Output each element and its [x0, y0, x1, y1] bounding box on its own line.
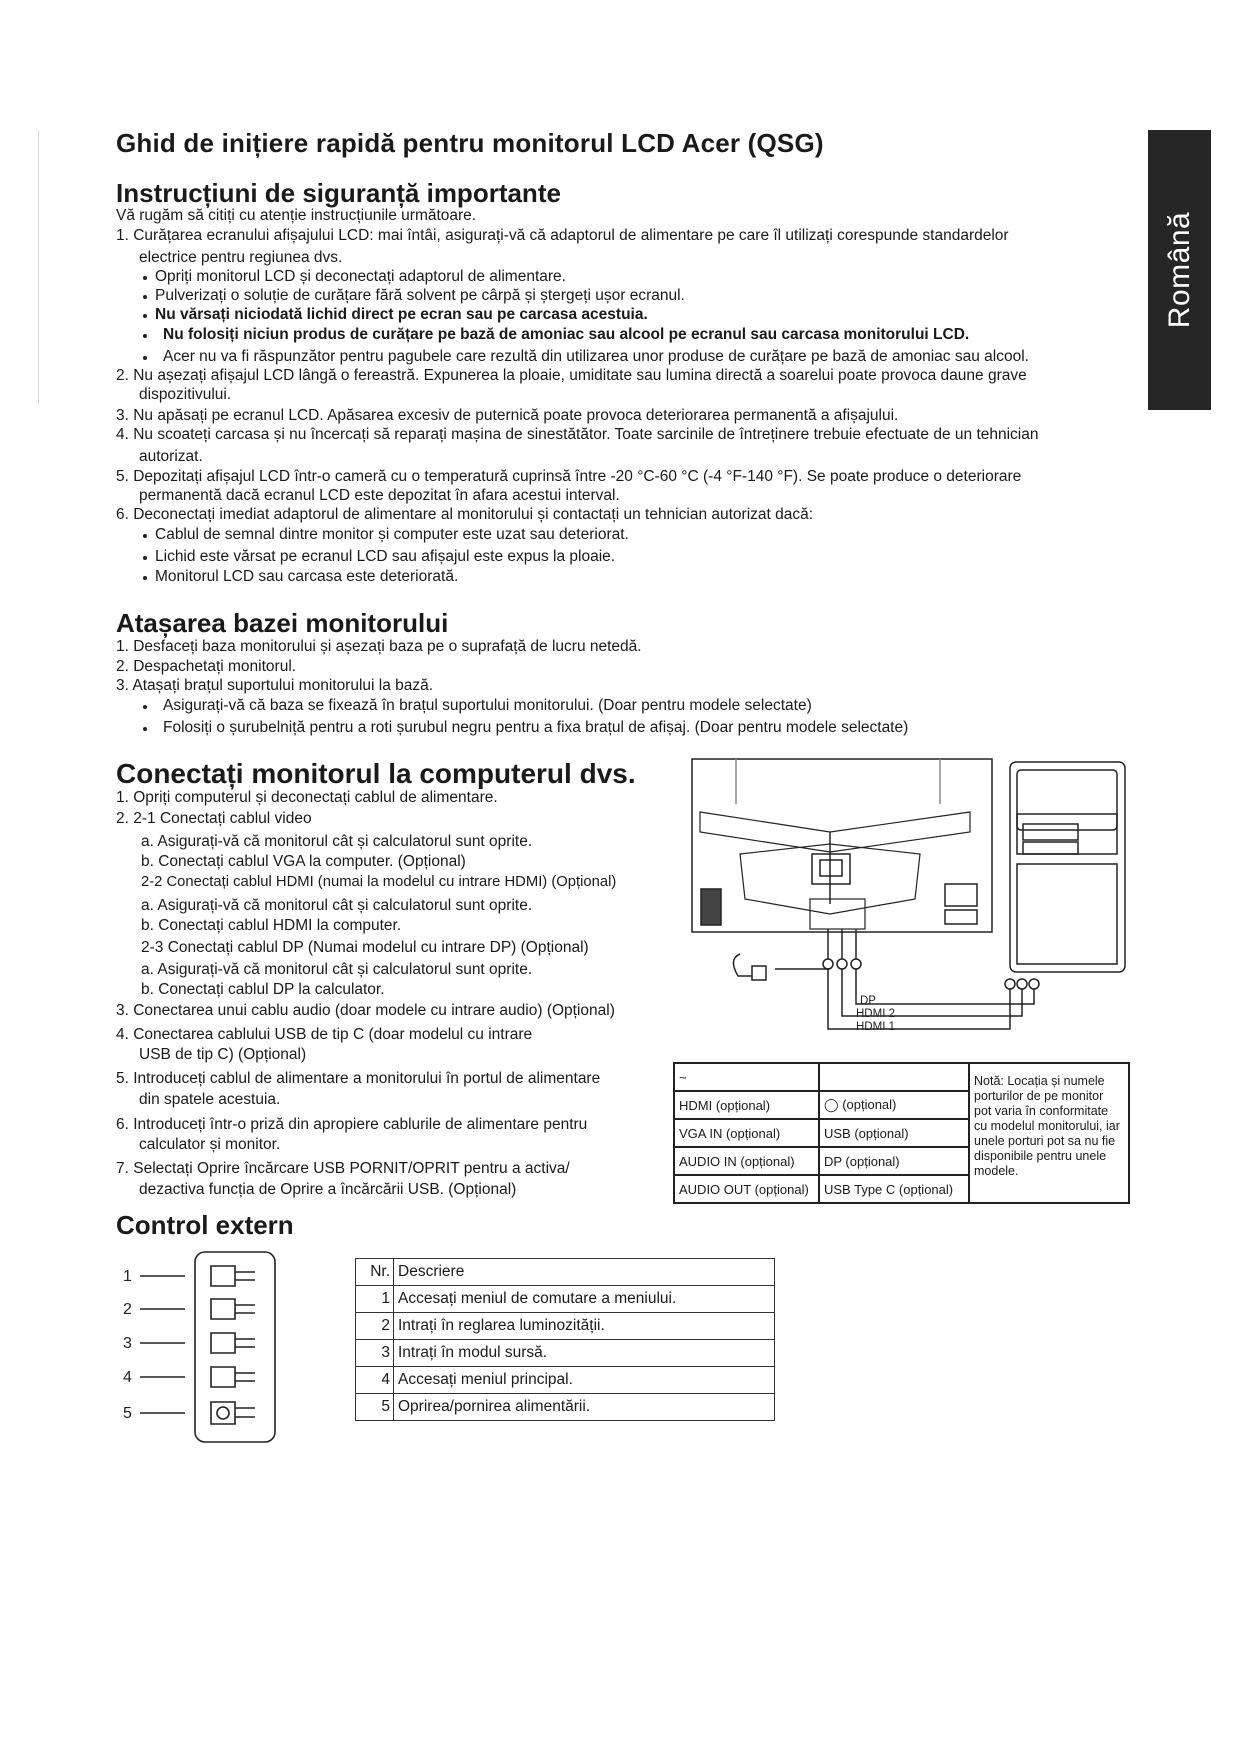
bullet [143, 705, 147, 709]
port-cell: USB (opțional) [819, 1119, 969, 1147]
connect-item-5: 5. Introduceți cablul de alimentare a monitorului în portul de alimentare [116, 1070, 601, 1087]
bullet [143, 534, 147, 538]
table-cell-nr: 5 [356, 1394, 394, 1421]
connect-sub: b. Conectați cablul HDMI la computer. [141, 917, 402, 934]
connection-diagram [680, 754, 1140, 1054]
table-cell-descriere: Accesați meniul de comutare a meniului. [394, 1286, 775, 1313]
safety-bullet-bold: Nu vărsați niciodată lichid direct pe ecran sau pe carcasa acestuia. [155, 306, 648, 323]
base-bullet: Folosiți o șurubelniță pentru a roti șurubul negru pentru a fixa brațul de afișaj. (Doar pentru modele selectate) [163, 719, 909, 736]
safety-item-1-cont: electrice pentru regiunea dvs. [139, 249, 343, 266]
safety-item-4-cont: autorizat. [139, 448, 203, 465]
table-cell-descriere: Intrați în modul sursă. [394, 1340, 775, 1367]
connect-item-4-cont: USB de tip C) (Opțional) [139, 1046, 307, 1063]
connect-item-4: 4. Conectarea cablului USB de tip C (doar modelul cu intrare [116, 1026, 533, 1043]
connect-sub-heading: 2-3 Conectați cablul DP (Numai modelul cu intrare DP) (Opțional) [141, 939, 589, 956]
port-cell: ~ [674, 1063, 819, 1091]
safety-heading: Instrucțiuni de siguranță importante [116, 178, 561, 208]
connect-item-1: 1. Opriți computerul și deconectați cablul de alimentare. [116, 789, 498, 806]
connect-sub: a. Asigurați-vă că monitorul cât și calculatorul sunt oprite. [141, 961, 533, 978]
bullet [143, 295, 147, 299]
safety-bullet: Cablul de semnal dintre monitor și computer este uzat sau deteriorat. [155, 526, 629, 543]
diagram-label-hdmi2: HDMI 2 [856, 1008, 895, 1020]
connect-item-7-cont: dezactiva funcția de Oprire a încărcării USB. (Opțional) [139, 1181, 517, 1198]
connect-item-3: 3. Conectarea unui cablu audio (doar modele cu intrare audio) (Opțional) [116, 1002, 615, 1019]
ports-note: Notă: Locația și numele porturilor de pe monitor pot varia în conformitate cu modelul monitorului, iar unele porturi pot sa nu fie disponibile pentru unele modele. [969, 1063, 1129, 1203]
connect-item-6: 6. Introduceți într-o priză din apropiere cablurile de alimentare pentru [116, 1116, 588, 1133]
column-header-descriere: Descriere [394, 1259, 775, 1286]
table-cell-descriere: Accesați meniul principal. [394, 1367, 775, 1394]
table-cell-nr: 1 [356, 1286, 394, 1313]
table-cell-nr: 2 [356, 1313, 394, 1340]
table-cell-nr: 4 [356, 1367, 394, 1394]
safety-item-5: 5. Depozitați afișajul LCD într-o cameră cu o temperatură cuprinsă între -20 °C-60 °C (-4 °F-140 °F). Se poate produce o deteriorare [116, 468, 1022, 485]
connect-item-7: 7. Selectați Oprire încărcare USB PORNIT/OPRIT pentru a activa/ [116, 1160, 570, 1177]
safety-bullet-bold: Nu folosiți niciun produs de curățare pe bază de amoniac sau alcool pe ecranul sau carcasa monitorului LCD. [163, 326, 970, 343]
control-number: 1 [123, 1268, 132, 1285]
bullet [143, 356, 147, 360]
connect-item-6-cont: calculator și monitor. [139, 1136, 281, 1153]
table-row [356, 1340, 775, 1367]
port-label: (opțional) [842, 1097, 897, 1112]
connect-heading: Conectați monitorul la computerul dvs. [116, 758, 636, 789]
language-tab [1148, 130, 1211, 410]
safety-bullet: Lichid este vărsat pe ecranul LCD sau afișajul este expus la ploaie. [155, 548, 616, 565]
safety-bullet: Monitorul LCD sau carcasa este deteriorată. [155, 568, 459, 585]
language-tab-label: Română [1162, 211, 1196, 329]
safety-item-6: 6. Deconectați imediat adaptorul de alimentare al monitorului și contactați un tehnician autorizat dacă: [116, 506, 814, 523]
safety-item-1: 1. Curățarea ecranului afișajului LCD: mai întâi, asigurați-vă că adaptorul de alimentare pe care îl utilizați corespunde standardelor [116, 227, 1009, 244]
safety-item-3: 3. Nu apăsați pe ecranul LCD. Apăsarea excesiv de puternică poate provoca deteriorarea permanentă a afișajului. [116, 407, 899, 424]
safety-item-2: 2. Nu așezați afișajul LCD lângă o fereastră. Expunerea la ploaie, umiditate sau lumina directă a soarelui poate provoca daune grave [116, 367, 1027, 384]
connect-sub: a. Asigurați-vă că monitorul cât și calculatorul sunt oprite. [141, 897, 533, 914]
connect-sub: b. Conectați cablul DP la calculator. [141, 981, 385, 998]
port-cell: HDMI (opțional) [674, 1091, 819, 1119]
safety-item-4: 4. Nu scoateți carcasa și nu încercați să reparați mașina de sinestătător. Toate sarcinile de întreținere trebuie efectuate de un tehnician [116, 426, 1039, 443]
margin-line [38, 130, 39, 405]
safety-bullet: Pulverizați o soluție de curățare fără solvent pe cârpă și ștergeți ușor ecranul. [155, 287, 685, 304]
base-item-2: 2. Despachetați monitorul. [116, 658, 297, 675]
safety-bullet: Acer nu va fi răspunzător pentru pagubele care rezultă din utilizarea unor produse de curățare pe bază de amoniac sau alcool. [163, 348, 1029, 365]
headphone-icon: ◯ [824, 1097, 839, 1112]
base-heading: Atașarea bazei monitorului [116, 608, 449, 638]
bullet [143, 314, 147, 318]
diagram-label-hdmi1: HDMI 1 [856, 1021, 895, 1033]
safety-bullet: Opriți monitorul LCD și deconectați adaptorul de alimentare. [155, 268, 566, 285]
control-number: 4 [123, 1369, 132, 1386]
port-cell: DP (opțional) [819, 1147, 969, 1175]
column-header-nr: Nr. [356, 1259, 394, 1286]
diagram-label-dp: DP [860, 995, 876, 1007]
port-cell: USB Type C (opțional) [819, 1175, 969, 1203]
connect-item-5-cont: din spatele acestuia. [139, 1091, 281, 1108]
port-cell: AUDIO OUT (opțional) [674, 1175, 819, 1203]
port-cell: VGA IN (opțional) [674, 1119, 819, 1147]
control-heading: Control extern [116, 1210, 294, 1240]
table-header-row [356, 1259, 775, 1286]
bullet [143, 727, 147, 731]
safety-item-5-cont: permanentă dacă ecranul LCD este depozitat în afara acestui interval. [139, 487, 620, 504]
bullet [143, 576, 147, 580]
port-cell: AUDIO IN (opțional) [674, 1147, 819, 1175]
base-item-1: 1. Desfaceți baza monitorului și așezați baza pe o suprafață de lucru netedă. [116, 638, 642, 655]
port-cell-headphone [819, 1091, 969, 1119]
table-row [356, 1394, 775, 1421]
port-cell [819, 1063, 969, 1091]
table-cell-descriere: Oprirea/pornirea alimentării. [394, 1394, 775, 1421]
bullet [143, 556, 147, 560]
control-buttons-diagram [115, 1250, 285, 1445]
bullet [143, 334, 147, 338]
ports-table [673, 1062, 1130, 1204]
connect-sub-heading: 2-2 Conectați cablul HDMI (numai la modelul cu intrare HDMI) (Opțional) [141, 874, 617, 890]
control-number: 5 [123, 1405, 132, 1422]
table-row [356, 1286, 775, 1313]
table-cell-descriere: Intrați în reglarea luminozității. [394, 1313, 775, 1340]
control-number: 3 [123, 1335, 132, 1352]
safety-item-2-cont: dispozitivului. [139, 386, 232, 403]
table-row [674, 1063, 1129, 1091]
base-item-3: 3. Atașați brațul suportului monitorului la bază. [116, 677, 434, 694]
connect-sub: b. Conectați cablul VGA la computer. (Opțional) [141, 853, 466, 870]
control-number: 2 [123, 1301, 132, 1318]
table-row [356, 1367, 775, 1394]
control-table [355, 1258, 775, 1421]
table-row [356, 1313, 775, 1340]
connect-sub: a. Asigurați-vă că monitorul cât și calculatorul sunt oprite. [141, 833, 533, 850]
safety-intro: Vă rugăm să citiți cu atenție instrucțiunile următoare. [116, 207, 477, 224]
connect-item-2: 2. 2-1 Conectați cablul video [116, 810, 312, 827]
page-title: Ghid de inițiere rapidă pentru monitorul LCD Acer (QSG) [116, 128, 824, 158]
base-bullet: Asigurați-vă că baza se fixează în brațul suportului monitorului. (Doar pentru modele selectate) [163, 697, 812, 714]
table-cell-nr: 3 [356, 1340, 394, 1367]
bullet [143, 276, 147, 280]
